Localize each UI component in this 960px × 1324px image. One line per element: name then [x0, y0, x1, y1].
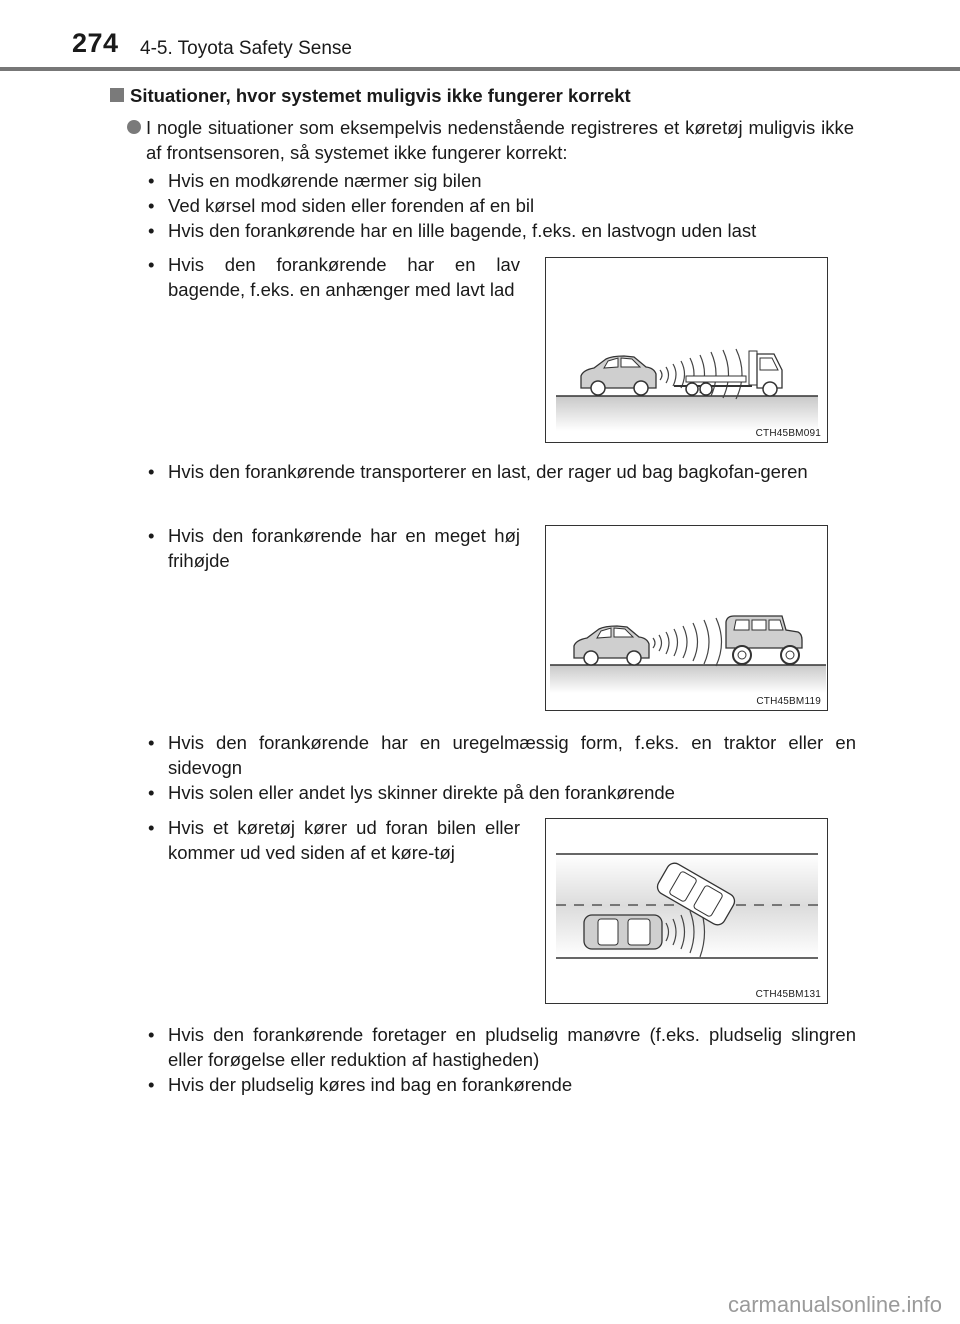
illustration-cut-in: [545, 818, 828, 1004]
car-and-suv-illustration: [546, 526, 829, 712]
figure-code: CTH45BM119: [756, 696, 821, 707]
lane-change-illustration: [546, 819, 829, 1005]
figure-code: CTH45BM091: [755, 428, 821, 439]
intro-paragraph: [146, 115, 854, 165]
list-item: • Hvis solen eller andet lys skinner direkte på den forankørende: [148, 780, 856, 805]
list-item: • Hvis den forankørende har en meget høj frihøjde: [148, 523, 520, 573]
square-bullet-icon: [110, 88, 124, 102]
list-item: • Hvis der pludselig køres ind bag en forankørende: [148, 1072, 856, 1097]
list-item: • Hvis den forankørende har en uregelmæssig form, f.eks. en traktor eller en sidevogn: [148, 730, 856, 780]
illustration-low-trailer: [545, 257, 828, 443]
page-number: 274: [72, 28, 119, 58]
section-heading-text: Situationer, hvor systemet muligvis ikke fungerer korrekt: [130, 85, 631, 106]
car-and-trailer-illustration: [546, 258, 829, 444]
list-item: • Hvis et køretøj kører ud foran bilen eller kommer ud ved siden af et køre-tøj: [148, 815, 520, 865]
figure-code: CTH45BM131: [755, 989, 821, 1000]
watermark: carmanualsonline.info: [727, 1292, 942, 1317]
list-item: • Hvis den forankørende har en lav bagende, f.eks. en anhænger med lavt lad: [148, 252, 520, 302]
illustration-high-clearance: [545, 525, 828, 711]
list-item: • Ved kørsel mod siden eller forenden af en bil: [148, 193, 856, 218]
circle-bullet-icon: [127, 120, 141, 134]
section-heading: [110, 85, 631, 107]
list-item: • Hvis den forankørende transporterer en last, der rager ud bag bagkofan-geren: [148, 459, 856, 484]
section-title: 4-5. Toyota Safety Sense: [140, 38, 352, 59]
intro-text: I nogle situationer som eksempelvis nedenstående registreres et køretøj muligvis ikke af frontsensoren, så systemet ikke fungerer korrekt:: [146, 117, 854, 163]
list-item: • Hvis den forankørende foretager en pludselig manøvre (f.eks. pludselig slingren eller forøgelse eller reduktion af hastigheden): [148, 1022, 856, 1072]
list-item: • Hvis en modkørende nærmer sig bilen: [148, 168, 856, 193]
list-item: • Hvis den forankørende har en lille bagende, f.eks. en lastvogn uden last: [148, 218, 856, 243]
header-divider: [0, 67, 960, 71]
